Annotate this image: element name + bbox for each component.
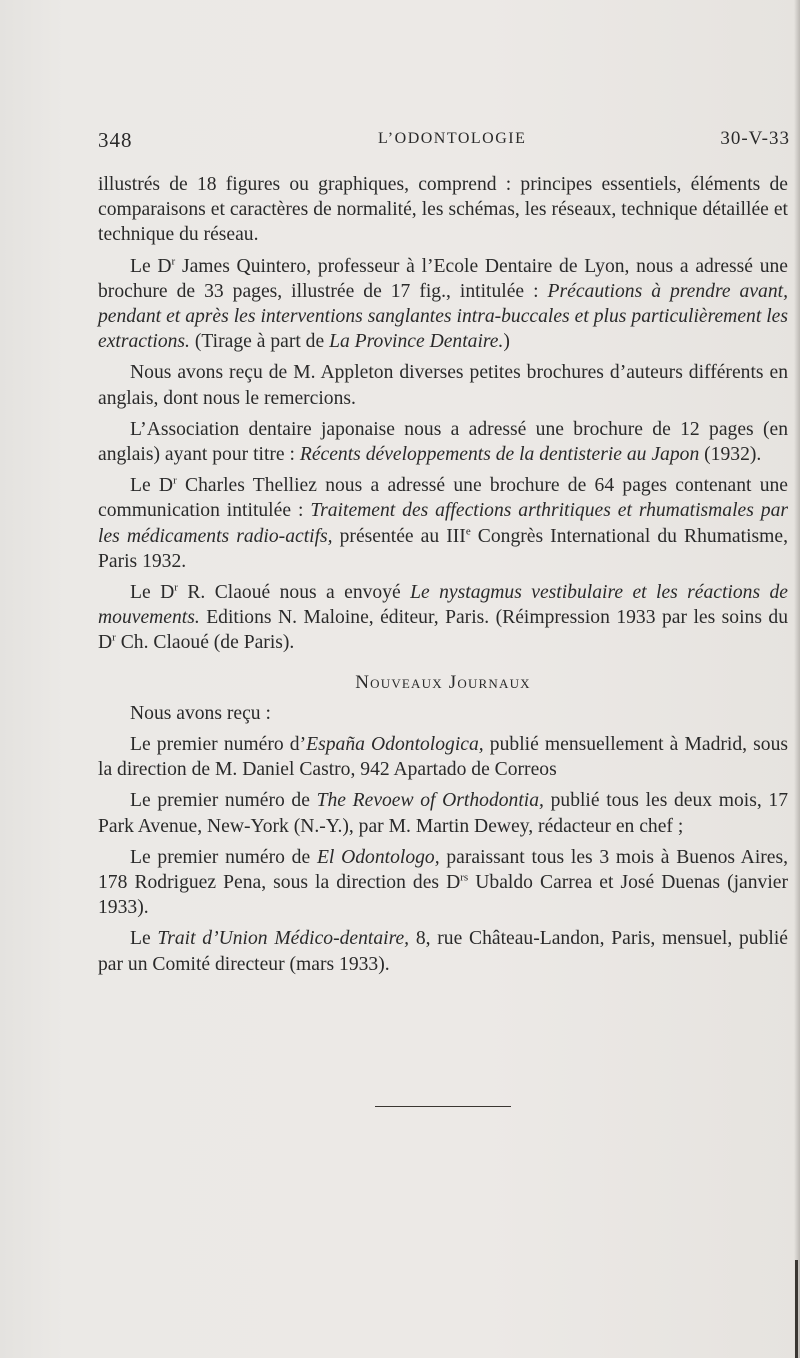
paragraph-appleton <box>98 360 788 410</box>
text-run: 8, rue Château-Landon, Paris, mensuel, publié par un Comité directeur (mars 1933). <box>98 928 788 975</box>
superscript: r <box>174 581 178 594</box>
paragraph-thelliez <box>98 473 788 574</box>
text-run: Charles Thelliez nous a adressé une brochure de 64 pages contenant une communication intitulée : <box>98 475 788 522</box>
text-run: Ubaldo Carrea et José Duenas (janvier 1933). <box>98 872 788 919</box>
text-run: Le <box>130 928 158 950</box>
text-run: Ch. Claoué (de Paris). <box>115 632 295 654</box>
text-run: L’Association dentaire japonaise nous a adressé une brochure de 12 pages (en anglais) ayant pour titre : <box>98 418 788 466</box>
journal-title: Trait d’Union Médico-dentaire, <box>157 928 410 950</box>
paragraph-trait-union <box>98 926 788 976</box>
paragraph-espana <box>98 732 788 782</box>
page-edge-line <box>795 1260 798 1358</box>
page-number: 348 <box>98 128 133 152</box>
text-run: publié mensuellement à Madrid, sous la direction de M. Daniel Castro, 942 Apartado de Correos <box>98 734 788 781</box>
paragraph-text: Nous avons reçu : <box>130 702 271 724</box>
text-run: Le premier numéro de <box>130 846 317 868</box>
paragraph-claoue <box>98 580 788 656</box>
page-edge-shadow <box>794 0 800 1358</box>
text-run: Le D <box>130 255 172 277</box>
work-title: Récents développements de la dentisterie au Japon <box>299 444 700 466</box>
end-rule <box>375 1106 511 1107</box>
paragraph-el-odontologo <box>98 845 788 921</box>
superscript: e <box>465 525 471 538</box>
issue-date: 30-V-33 <box>720 128 790 149</box>
page-header <box>98 128 790 156</box>
running-title: L’ODONTOLOGIE <box>378 130 527 147</box>
text-run: publié tous les deux mois, 17 Park Avenue, New-York (N.-Y.), par M. Martin Dewey, rédacteur en chef ; <box>98 790 789 837</box>
paragraph-text: illustrés de 18 figures ou graphiques, comprend : principes essentiels, éléments de comparaisons et caractères de normalité, les schémas, les réseaux, technique détaillée et technique du réseau. <box>98 174 788 246</box>
text-run: Le premier numéro d’ <box>130 734 307 756</box>
paragraph-received <box>98 701 788 726</box>
work-title: Le nystagmus vestibulaire et les réactions de mouvements. <box>98 582 789 629</box>
text-run: présentée au III <box>332 525 466 547</box>
text-run: ) <box>503 331 510 353</box>
journal-title: La Province Dentaire. <box>329 331 504 353</box>
paragraph-text: Nous avons reçu de M. Appleton diverses petites brochures d’auteurs différents en anglais, dont nous le remercions. <box>98 362 788 409</box>
text-run: Le D <box>130 475 174 497</box>
journal-title: The Revoew of Orthodontia, <box>316 790 544 812</box>
journal-title: El Odontologo, <box>316 846 440 868</box>
text-run: paraissant tous les 3 mois à Buenos Aires, 178 Rodriguez Pena, sous la direction des D <box>98 846 789 894</box>
text-run: (1932). <box>699 444 762 466</box>
journal-title: España Odontologica, <box>306 734 484 756</box>
paragraph-continuation <box>98 172 788 248</box>
work-title: Précautions à prendre avant, pendant et après les interventions sanglantes intra-buccales et plus particulièrement les extractions. <box>98 280 788 353</box>
body-text <box>98 172 788 983</box>
text-run: James Quintero, professeur à l’Ecole Dentaire de Lyon, nous a adressé une brochure de 33 pages, illustrée de 17 fig., intitulée : <box>98 255 789 302</box>
text-run: Le D <box>130 582 175 604</box>
superscript: r <box>173 474 177 487</box>
superscript: r <box>112 631 116 644</box>
text-run: Congrès International du Rhumatisme, Paris 1932. <box>98 525 788 572</box>
text-run: (Tirage à part de <box>189 331 330 353</box>
paragraph-association-japonaise <box>98 417 788 467</box>
section-heading: Nouveaux Journaux <box>355 671 531 693</box>
superscript: r <box>171 255 176 268</box>
text-run: Editions N. Maloine, éditeur, Paris. (Réimpression 1933 par les soins du D <box>98 607 788 654</box>
work-title: Traitement des affections arthritiques et rhumatismales par les médicaments radio-actifs, <box>98 500 788 547</box>
superscript: rs <box>460 871 469 884</box>
paragraph-orthodontia <box>98 788 788 838</box>
text-run: R. Claoué nous a envoyé <box>177 582 411 604</box>
text-run: Le premier numéro de <box>130 790 317 812</box>
paragraph-quintero <box>98 254 788 355</box>
